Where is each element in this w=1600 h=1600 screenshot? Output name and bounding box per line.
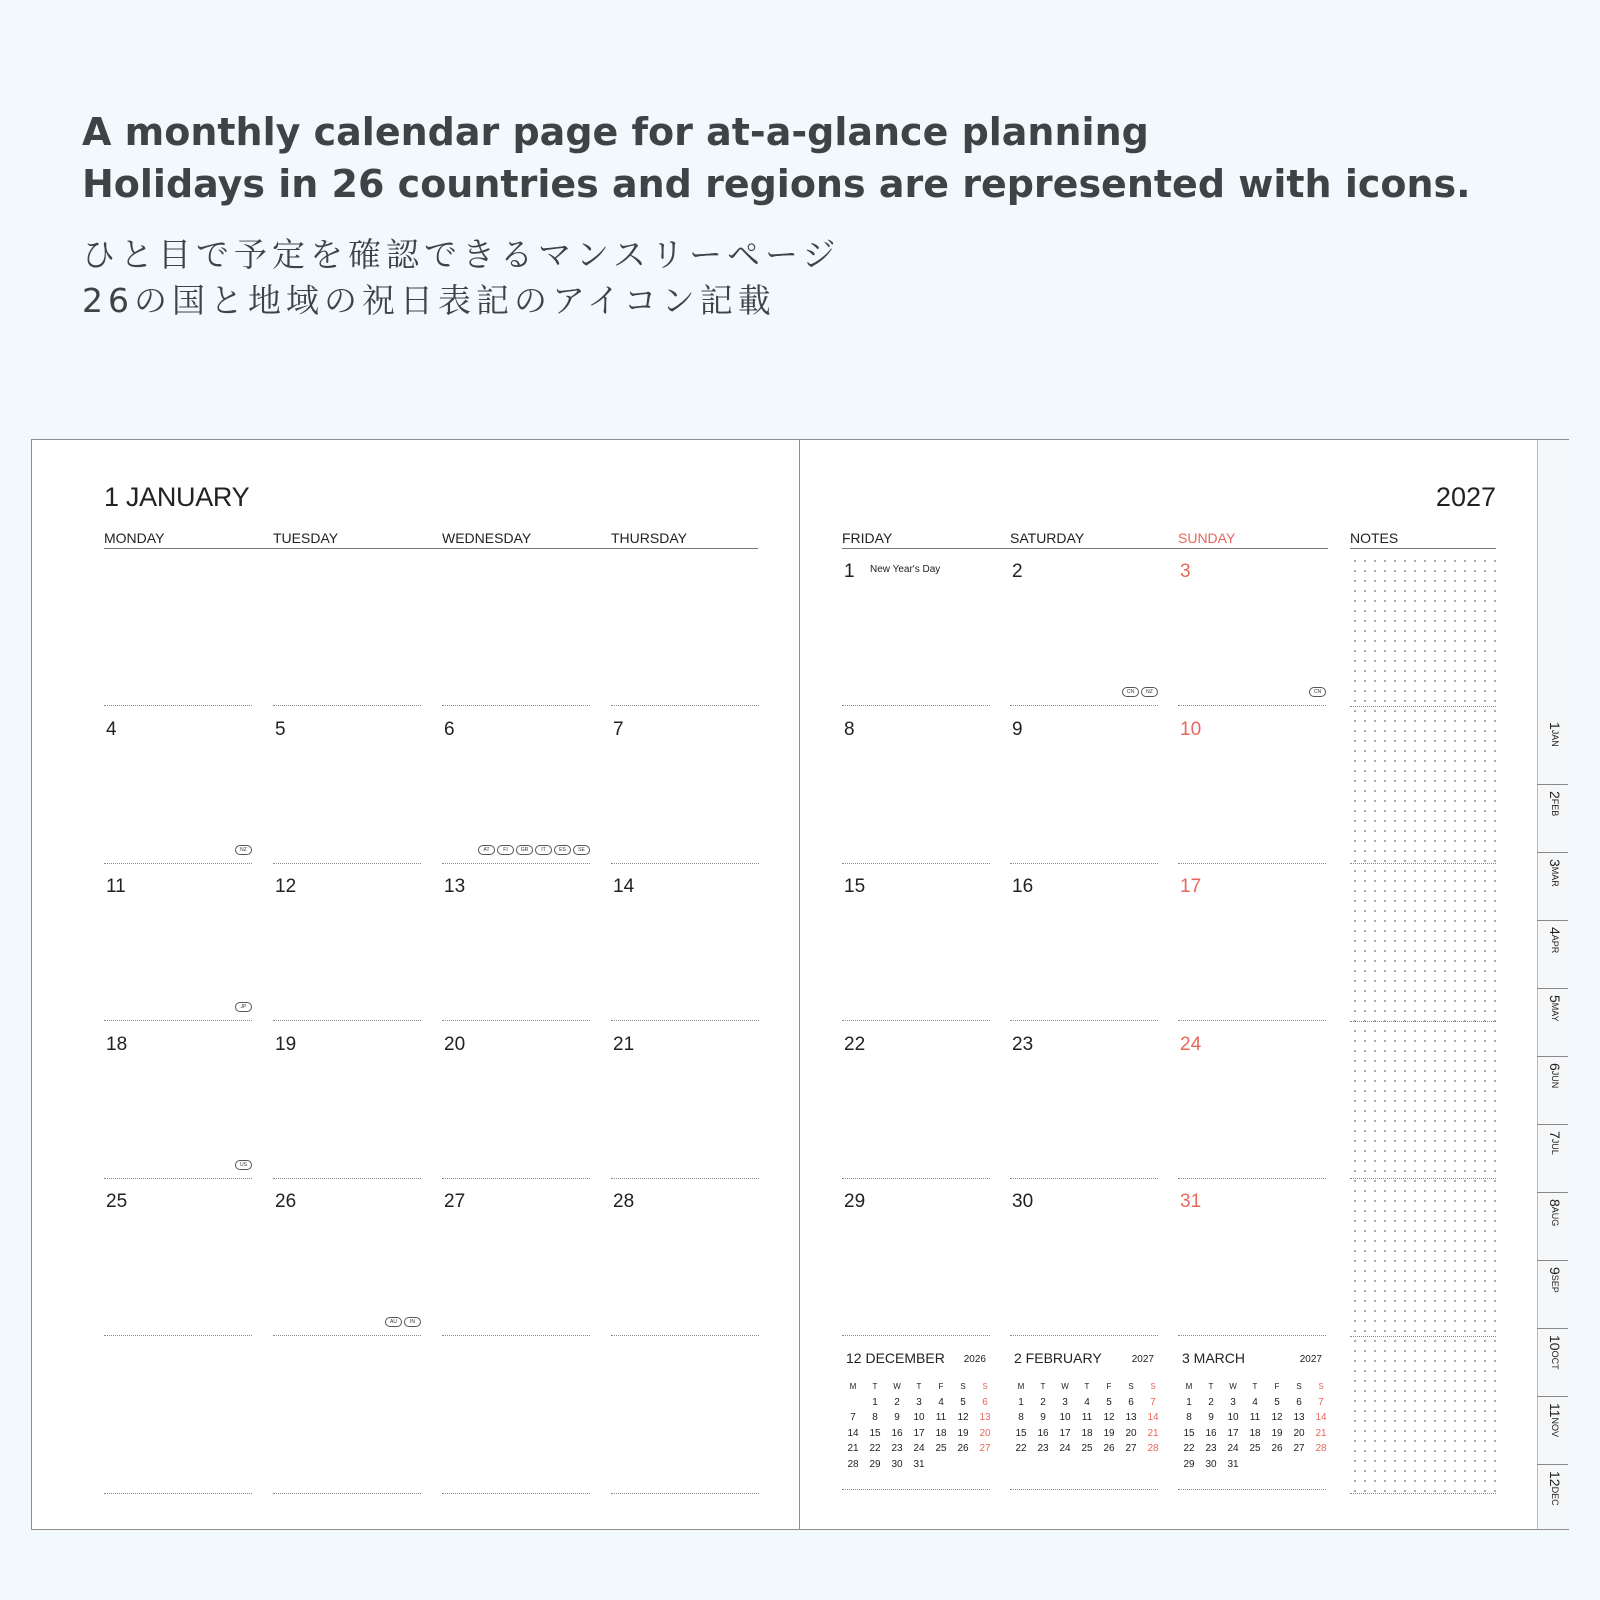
month-tab-number: 5 [1547,995,1563,1003]
holiday-icons [385,1317,421,1327]
month-title: 1 JANUARY [104,482,250,512]
holiday-icons [235,1160,252,1170]
day-number: 21 [613,1033,635,1055]
mini-weekday-header: T [1084,1382,1090,1391]
mini-calendar-day: 28 [1315,1443,1327,1454]
mini-calendar-day: 24 [1227,1443,1239,1454]
month-tab-abbr: JAN [1550,729,1560,747]
day-cell[interactable] [442,1022,590,1179]
mini-calendar-day: 17 [1059,1427,1071,1439]
japanese-line-1: ひと目で予定を確認できるマンスリーページ [82,235,841,274]
mini-weekday-header: W [893,1382,901,1391]
notes-dot-grid[interactable] [1350,556,1496,1494]
month-tab-apr[interactable] [1537,920,1568,988]
mini-calendar-day: 11 [1249,1412,1261,1423]
mini-calendar-day: 26 [1103,1443,1115,1454]
holiday-icons [1122,687,1158,697]
mini-calendar-day: 31 [1227,1458,1239,1470]
mini-calendar-day: 25 [1249,1443,1261,1454]
month-tab-mar[interactable] [1537,852,1568,920]
mini-calendar-day: 7 [1318,1396,1324,1408]
mini-calendar-title: 3 MARCH [1182,1350,1246,1366]
day-header-saturday: SATURDAY [1010,530,1085,546]
month-tab-abbr: NOV [1550,1417,1560,1438]
mini-calendar-day: 30 [1205,1458,1217,1470]
day-cell[interactable] [442,864,590,1021]
mini-calendar-day: 21 [1147,1427,1159,1439]
month-tab-number: 12 [1547,1471,1563,1487]
month-tab-abbr: SEP [1550,1274,1560,1293]
mini-calendar-day: 13 [1125,1412,1137,1423]
day-cell[interactable] [611,1179,759,1336]
day-cell[interactable] [1178,549,1326,706]
mini-calendar-day: 15 [1183,1427,1195,1439]
notes-separator [1350,1021,1496,1022]
day-header-thursday: THURSDAY [611,530,687,546]
mini-calendar-day: 1 [1186,1396,1192,1408]
month-tab-label [1547,1335,1563,1370]
day-number: 5 [275,718,286,740]
mini-weekday-header: F [1106,1382,1112,1391]
empty-day-cell[interactable] [104,1337,252,1494]
mini-calendar-day: 3 [1062,1396,1068,1408]
day-cell[interactable] [273,864,421,1021]
mini-calendar-day: 1 [872,1396,878,1408]
planner-spine [799,439,800,1530]
mini-calendar-day: 5 [1106,1396,1112,1408]
mini-calendar-day: 19 [957,1427,969,1439]
notes-separator [1350,863,1496,864]
mini-calendar-day: 4 [1084,1396,1090,1408]
mini-calendar-day: 19 [1271,1427,1283,1439]
mini-calendar-day [1266,1458,1288,1472]
planner-spread [31,439,1569,1530]
day-header-friday: FRIDAY [842,530,893,546]
mini-calendar-day: 31 [913,1458,925,1470]
mini-calendar-day: 9 [894,1412,900,1423]
mini-calendar-title: 12 DECEMBER [846,1350,945,1366]
mini-calendar-day: 6 [1296,1396,1302,1408]
mini-calendar-day: 2 [1208,1396,1214,1408]
day-cell[interactable] [1178,1022,1326,1179]
holiday-icons [235,1002,252,1012]
day-number: 6 [444,718,455,740]
mini-weekday-header: F [938,1382,944,1391]
day-cell[interactable] [273,1179,421,1336]
country-flag-icon: AT [478,845,495,855]
day-number: 7 [613,718,624,740]
mini-calendar-day: 2 [894,1396,900,1408]
month-tab-label [1547,927,1563,953]
month-tab-number: 11 [1547,1403,1563,1418]
month-tab-abbr: MAY [1550,1002,1560,1022]
mini-calendar-day: 11 [1081,1412,1093,1423]
mini-calendar-day: 23 [1205,1443,1217,1454]
month-tab-aug[interactable] [1537,1192,1568,1260]
day-header-monday: MONDAY [104,530,165,546]
mini-calendar-day: 8 [1186,1412,1192,1423]
header-rule [1350,548,1496,549]
mini-calendar-day: 3 [916,1396,922,1408]
country-flag-icon: CN [1122,687,1139,697]
mini-calendar-day [930,1458,952,1472]
month-tab-dec[interactable] [1537,1464,1568,1532]
notes-separator [1350,1336,1496,1337]
country-flag-icon: US [235,1160,252,1170]
month-tab-may[interactable] [1537,988,1568,1056]
mini-calendar-day [952,1458,974,1472]
day-cell[interactable] [273,707,421,864]
mini-calendar-title: 2 FEBRUARY [1014,1350,1102,1366]
holiday-icons [235,845,252,855]
mini-weekday-header: T [916,1382,922,1391]
month-tab-label [1547,1403,1563,1437]
mini-calendar-year: 2027 [1131,1354,1154,1365]
month-tab-label [1547,1199,1563,1226]
month-tab-number: 9 [1547,1267,1563,1275]
empty-day-cell[interactable] [442,549,590,706]
mini-calendar-day: 12 [957,1412,969,1423]
day-cell[interactable] [442,707,590,864]
country-flag-icon: IT [535,845,552,855]
mini-weekday-header: W [1061,1382,1069,1391]
mini-calendar-day: 10 [1227,1412,1239,1423]
mini-calendar-day: 26 [1271,1443,1283,1454]
mini-calendar-day [842,1396,864,1410]
mini-weekday-header: W [1229,1382,1237,1391]
day-cell[interactable] [1010,864,1158,1021]
mini-calendar-day: 18 [935,1427,947,1439]
month-tab-abbr: APR [1550,934,1560,954]
day-cell[interactable] [1010,549,1158,706]
day-number: 11 [106,876,126,897]
mini-calendar-year: 2026 [963,1354,986,1365]
mini-calendar-day: 12 [1271,1412,1283,1423]
month-tab-abbr: FEB [1550,798,1560,817]
day-number: 12 [275,876,297,897]
mini-weekday-header: F [1274,1382,1280,1391]
month-tab-number: 8 [1547,1199,1563,1207]
mini-calendar-day [1244,1458,1266,1472]
mini-calendar-day: 6 [982,1396,988,1408]
day-number: 8 [844,718,855,740]
headline [82,106,1471,210]
mini-calendar-day: 8 [1018,1412,1024,1423]
day-number: 24 [1180,1033,1202,1055]
mini-weekday-header: S [1296,1382,1302,1391]
mini-weekday-header: M [849,1382,857,1391]
mini-calendar-day [974,1458,996,1472]
day-number: 27 [444,1191,466,1212]
month-tab-label [1547,995,1563,1022]
mini-calendar-day: 17 [1227,1427,1239,1439]
mini-calendar-day: 19 [1103,1427,1115,1439]
day-cell[interactable] [1178,707,1326,864]
day-cell[interactable] [104,864,252,1021]
day-number: 30 [1012,1191,1034,1212]
mini-calendar-day: 21 [847,1443,859,1454]
day-cell[interactable] [1178,864,1326,1021]
mini-calendar-day: 7 [1150,1396,1156,1408]
month-tab-number: 2 [1547,791,1563,799]
day-cell[interactable] [611,864,759,1021]
mini-calendar-grid [1010,1380,1158,1456]
day-cell[interactable] [273,1022,421,1179]
mini-calendar-day: 20 [1293,1427,1305,1439]
month-tab-number: 3 [1547,859,1563,867]
day-cell[interactable] [1010,1179,1158,1336]
mini-calendar-day: 23 [891,1443,903,1454]
mini-calendar-day: 16 [1037,1427,1049,1439]
mini-calendar-day: 25 [935,1443,947,1454]
mini-calendar-day [1288,1458,1310,1472]
month-tab-abbr: DEC [1550,1486,1560,1506]
notes-separator [1350,706,1496,707]
month-tab-number: 4 [1547,927,1563,935]
empty-day-cell[interactable] [104,549,252,706]
headline-line-2: Holidays in 26 countries and regions are represented with icons. [82,162,1471,206]
mini-calendar-day: 20 [1125,1427,1137,1439]
mini-calendar-day: 4 [1252,1396,1258,1408]
country-flag-icon: ES [554,845,571,855]
country-flag-icon: JP [235,1002,252,1012]
mini-weekday-header: S [1318,1382,1324,1391]
mini-calendar-day: 14 [1147,1412,1159,1423]
month-tab-nov[interactable] [1537,1396,1568,1464]
mini-calendar-day: 6 [1128,1396,1134,1408]
day-number: 14 [613,876,635,897]
month-tab-abbr: MAR [1550,866,1560,887]
mini-calendar-day: 27 [979,1443,991,1454]
mini-calendar-day: 20 [979,1427,991,1439]
day-number: 2 [1012,561,1023,582]
month-tab-label [1547,722,1563,747]
mini-calendar-day: 11 [935,1412,947,1423]
day-cell[interactable] [1178,1179,1326,1336]
day-header-sunday: SUNDAY [1178,530,1236,546]
mini-weekday-header: M [1185,1382,1193,1391]
notes-separator [1350,1493,1496,1494]
mini-calendar-day: 21 [1315,1427,1327,1439]
day-cell[interactable] [842,1179,990,1336]
country-flag-icon: SE [573,845,590,855]
day-number: 1 [844,561,855,582]
mini-calendar-day: 15 [1015,1427,1027,1439]
day-number: 25 [106,1191,128,1212]
country-flag-icon: NZ [235,845,252,855]
day-number: 22 [844,1033,866,1055]
mini-weekday-header: T [1252,1382,1258,1391]
mini-calendar-day: 28 [847,1458,859,1470]
day-cell[interactable] [842,864,990,1021]
empty-day-cell[interactable] [611,549,759,706]
empty-day-cell[interactable] [273,1337,421,1494]
month-tab-number: 7 [1547,1131,1563,1139]
mini-calendar-day: 22 [869,1443,881,1454]
mini-calendar-day: 2 [1040,1396,1046,1408]
mini-calendar-day: 5 [1274,1396,1280,1408]
country-flag-icon: IN [404,1317,421,1327]
day-number: 31 [1180,1191,1202,1212]
year-title: 2027 [1435,482,1496,512]
japanese-line-2: 26の国と地域の祝日表記のアイコン記載 [82,281,776,320]
month-tab-label [1547,1063,1563,1088]
mini-calendar-day: 22 [1015,1443,1027,1454]
mini-calendar-day: 1 [1018,1396,1024,1408]
day-cell[interactable] [104,707,252,864]
mini-weekday-header: T [872,1382,878,1391]
mini-calendar-day: 24 [913,1443,925,1454]
mini-calendar-year: 2027 [1299,1354,1322,1365]
headline-line-1: A monthly calendar page for at-a-glance planning [82,110,1149,154]
country-flag-icon: NZ [1141,687,1158,697]
mini-calendar-day: 9 [1040,1412,1046,1423]
country-flag-icon: AU [385,1317,402,1327]
day-cell[interactable] [842,549,990,706]
mini-calendar-day: 3 [1230,1396,1236,1408]
day-number: 10 [1180,718,1202,740]
month-tab-jan[interactable] [1537,716,1568,784]
mini-calendar-day: 14 [1315,1412,1327,1423]
notes-header: NOTES [1350,530,1399,546]
month-tab-abbr: JUN [1550,1070,1560,1089]
day-number: 18 [106,1033,128,1055]
mini-calendar-day: 10 [1059,1412,1071,1423]
day-cell[interactable] [104,1022,252,1179]
mini-calendar-day: 9 [1208,1412,1214,1423]
day-number: 29 [844,1191,866,1212]
month-tab-label [1547,1267,1563,1293]
mini-calendar-day: 30 [891,1458,903,1470]
day-number: 4 [106,718,117,740]
month-tab-feb[interactable] [1537,784,1568,852]
mini-calendar-day: 29 [869,1458,881,1470]
mini-calendar-day: 18 [1081,1427,1093,1439]
day-number: 19 [275,1033,297,1055]
month-tab-jun[interactable] [1537,1056,1568,1124]
mini-weekday-header: T [1208,1382,1214,1391]
mini-calendar-day: 23 [1037,1443,1049,1454]
day-cell[interactable] [1010,707,1158,864]
mini-weekday-header: T [1040,1382,1046,1391]
mini-calendar-day: 10 [913,1412,925,1423]
day-cell[interactable] [842,707,990,864]
japanese-caption [82,232,840,324]
mini-calendar-day: 8 [872,1412,878,1423]
mini-calendar-day: 14 [847,1427,859,1439]
mini-weekday-header: M [1017,1382,1025,1391]
month-tab-number: 10 [1547,1335,1563,1351]
mini-calendar-day: 16 [891,1427,903,1439]
month-tab-abbr: AUG [1550,1206,1560,1227]
mini-weekday-header: S [1128,1382,1134,1391]
mini-calendar-day: 18 [1249,1427,1261,1439]
mini-calendar-day: 7 [850,1412,856,1423]
mini-calendar-day: 26 [957,1443,969,1454]
mini-calendar-day: 27 [1293,1443,1305,1454]
mini-calendar-day: 16 [1205,1427,1217,1439]
mini-calendar-day: 12 [1103,1412,1115,1423]
day-number: 28 [613,1191,635,1212]
mini-calendar-day: 13 [1293,1412,1305,1423]
mini-weekday-header: S [982,1382,988,1391]
mini-calendar-grid [842,1380,990,1471]
mini-calendar-day: 28 [1147,1443,1159,1454]
day-cell[interactable] [611,1022,759,1179]
day-number: 16 [1012,876,1034,897]
country-flag-icon: FI [497,845,514,855]
day-number: 20 [444,1033,466,1055]
month-tab-abbr: JUL [1550,1138,1560,1155]
day-header-wednesday: WEDNESDAY [442,530,532,546]
day-number: 3 [1180,561,1191,582]
holiday-icons [478,845,590,855]
mini-calendar-day: 13 [979,1412,991,1423]
mini-calendar-day: 27 [1125,1443,1137,1454]
mini-calendar-day [1310,1458,1332,1472]
notes-separator [1350,1178,1496,1179]
mini-calendar-day: 4 [938,1396,944,1408]
day-cell[interactable] [611,707,759,864]
month-tab-oct[interactable] [1537,1328,1568,1396]
holiday-label: New Year's Day [870,564,941,575]
month-tab-number: 1 [1547,722,1563,730]
day-number: 17 [1180,876,1202,897]
mini-calendar-day: 22 [1183,1443,1195,1454]
mini-weekday-header: S [960,1382,966,1391]
empty-day-cell[interactable] [273,549,421,706]
month-tab-sep[interactable] [1537,1260,1568,1328]
month-tab-label [1547,859,1563,887]
day-number: 13 [444,876,466,897]
day-cell[interactable] [104,1179,252,1336]
mini-calendar-day: 25 [1081,1443,1093,1454]
day-number: 26 [275,1191,297,1212]
day-header-tuesday: TUESDAY [273,530,339,546]
mini-calendar-day: 15 [869,1427,881,1439]
day-cell[interactable] [442,1179,590,1336]
mini-calendar-grid [1178,1380,1326,1471]
day-number: 23 [1012,1033,1034,1055]
empty-day-cell[interactable] [442,1337,590,1494]
mini-calendar-day: 29 [1183,1458,1195,1470]
day-cell[interactable] [1010,1022,1158,1179]
day-number: 9 [1012,718,1023,740]
day-cell[interactable] [842,1022,990,1179]
mini-calendar-day: 24 [1059,1443,1071,1454]
holiday-icons [1309,687,1326,697]
month-tab-number: 6 [1547,1063,1563,1071]
day-number: 15 [844,876,866,897]
month-tab-jul[interactable] [1537,1124,1568,1192]
country-flag-icon: CN [1309,687,1326,697]
country-flag-icon: GR [516,845,533,855]
mini-weekday-header: S [1150,1382,1156,1391]
empty-day-cell[interactable] [611,1337,759,1494]
month-tab-label [1547,1131,1563,1155]
month-tab-label [1547,791,1563,816]
mini-calendar-day: 17 [913,1427,925,1439]
mini-calendar-day: 5 [960,1396,966,1408]
month-tab-label [1547,1471,1563,1506]
month-tab-abbr: OCT [1550,1350,1560,1370]
